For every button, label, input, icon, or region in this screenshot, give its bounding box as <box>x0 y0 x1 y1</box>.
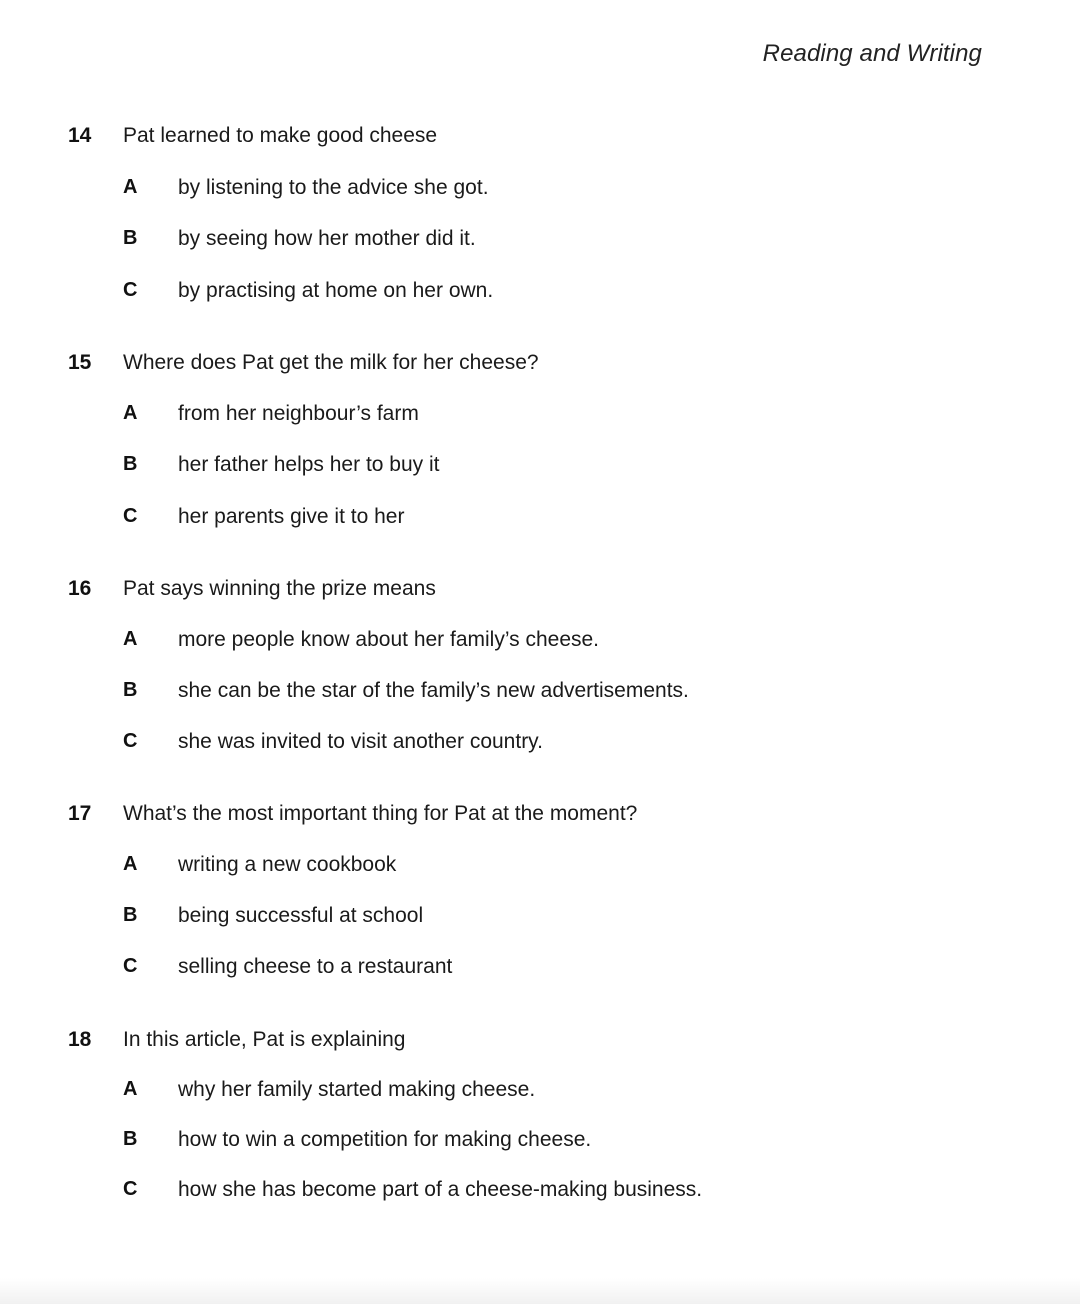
option-c[interactable] <box>0 279 1080 309</box>
option-a[interactable] <box>0 1078 1080 1108</box>
option-text: she can be the star of the family’s new advertisements. <box>178 679 689 702</box>
question-text: Pat says winning the prize means <box>123 577 436 600</box>
option-b[interactable] <box>0 227 1080 257</box>
question-number: 17 <box>68 802 92 825</box>
question-text: What’s the most important thing for Pat at the moment? <box>123 802 638 825</box>
option-text: from her neighbour’s farm <box>178 402 419 425</box>
option-text: her father helps her to buy it <box>178 453 440 476</box>
question-17 <box>0 802 1080 978</box>
section-header: Reading and Writing <box>762 40 982 67</box>
question-14 <box>0 124 1080 302</box>
option-letter: A <box>123 628 138 650</box>
option-letter: C <box>123 955 138 977</box>
option-letter: B <box>123 453 138 475</box>
question-text: Pat learned to make good cheese <box>123 124 438 147</box>
page-bottom-edge <box>0 1278 1080 1304</box>
option-text: how to win a competition for making cheese. <box>178 1128 592 1151</box>
option-a[interactable] <box>0 402 1080 432</box>
option-b[interactable] <box>0 679 1080 709</box>
option-letter: C <box>123 1178 138 1200</box>
option-b[interactable] <box>0 453 1080 483</box>
option-text: being successful at school <box>178 904 424 927</box>
option-text: why her family started making cheese. <box>178 1078 536 1101</box>
option-letter: B <box>123 904 138 926</box>
option-letter: C <box>123 730 138 752</box>
option-letter: A <box>123 853 138 875</box>
option-text: by listening to the advice she got. <box>178 176 489 199</box>
question-number: 16 <box>68 577 92 600</box>
option-text: by seeing how her mother did it. <box>178 227 476 250</box>
option-text: by practising at home on her own. <box>178 279 494 302</box>
question-number: 18 <box>68 1028 92 1051</box>
question-text: Where does Pat get the milk for her cheese? <box>123 351 539 374</box>
option-letter: A <box>123 1078 138 1100</box>
option-letter: C <box>123 505 138 527</box>
option-text: selling cheese to a restaurant <box>178 955 453 978</box>
option-letter: B <box>123 227 138 249</box>
option-letter: B <box>123 679 138 701</box>
option-text: her parents give it to her <box>178 505 405 528</box>
option-c[interactable] <box>0 955 1080 985</box>
question-18 <box>0 1028 1080 1201</box>
option-c[interactable] <box>0 505 1080 535</box>
question-number: 14 <box>68 124 92 147</box>
option-b[interactable] <box>0 1128 1080 1158</box>
option-a[interactable] <box>0 176 1080 206</box>
question-16 <box>0 577 1080 753</box>
question-text: In this article, Pat is explaining <box>123 1028 406 1051</box>
question-number: 15 <box>68 351 92 374</box>
option-letter: A <box>123 176 138 198</box>
option-text: she was invited to visit another country. <box>178 730 543 753</box>
option-text: more people know about her family’s cheese. <box>178 628 600 651</box>
option-text: writing a new cookbook <box>178 853 397 876</box>
option-b[interactable] <box>0 904 1080 934</box>
option-a[interactable] <box>0 853 1080 883</box>
option-letter: B <box>123 1128 138 1150</box>
question-15 <box>0 351 1080 528</box>
option-c[interactable] <box>0 1178 1080 1208</box>
option-c[interactable] <box>0 730 1080 760</box>
option-letter: A <box>123 402 138 424</box>
option-text: how she has become part of a cheese-making business. <box>178 1178 703 1201</box>
option-a[interactable] <box>0 628 1080 658</box>
option-letter: C <box>123 279 138 301</box>
